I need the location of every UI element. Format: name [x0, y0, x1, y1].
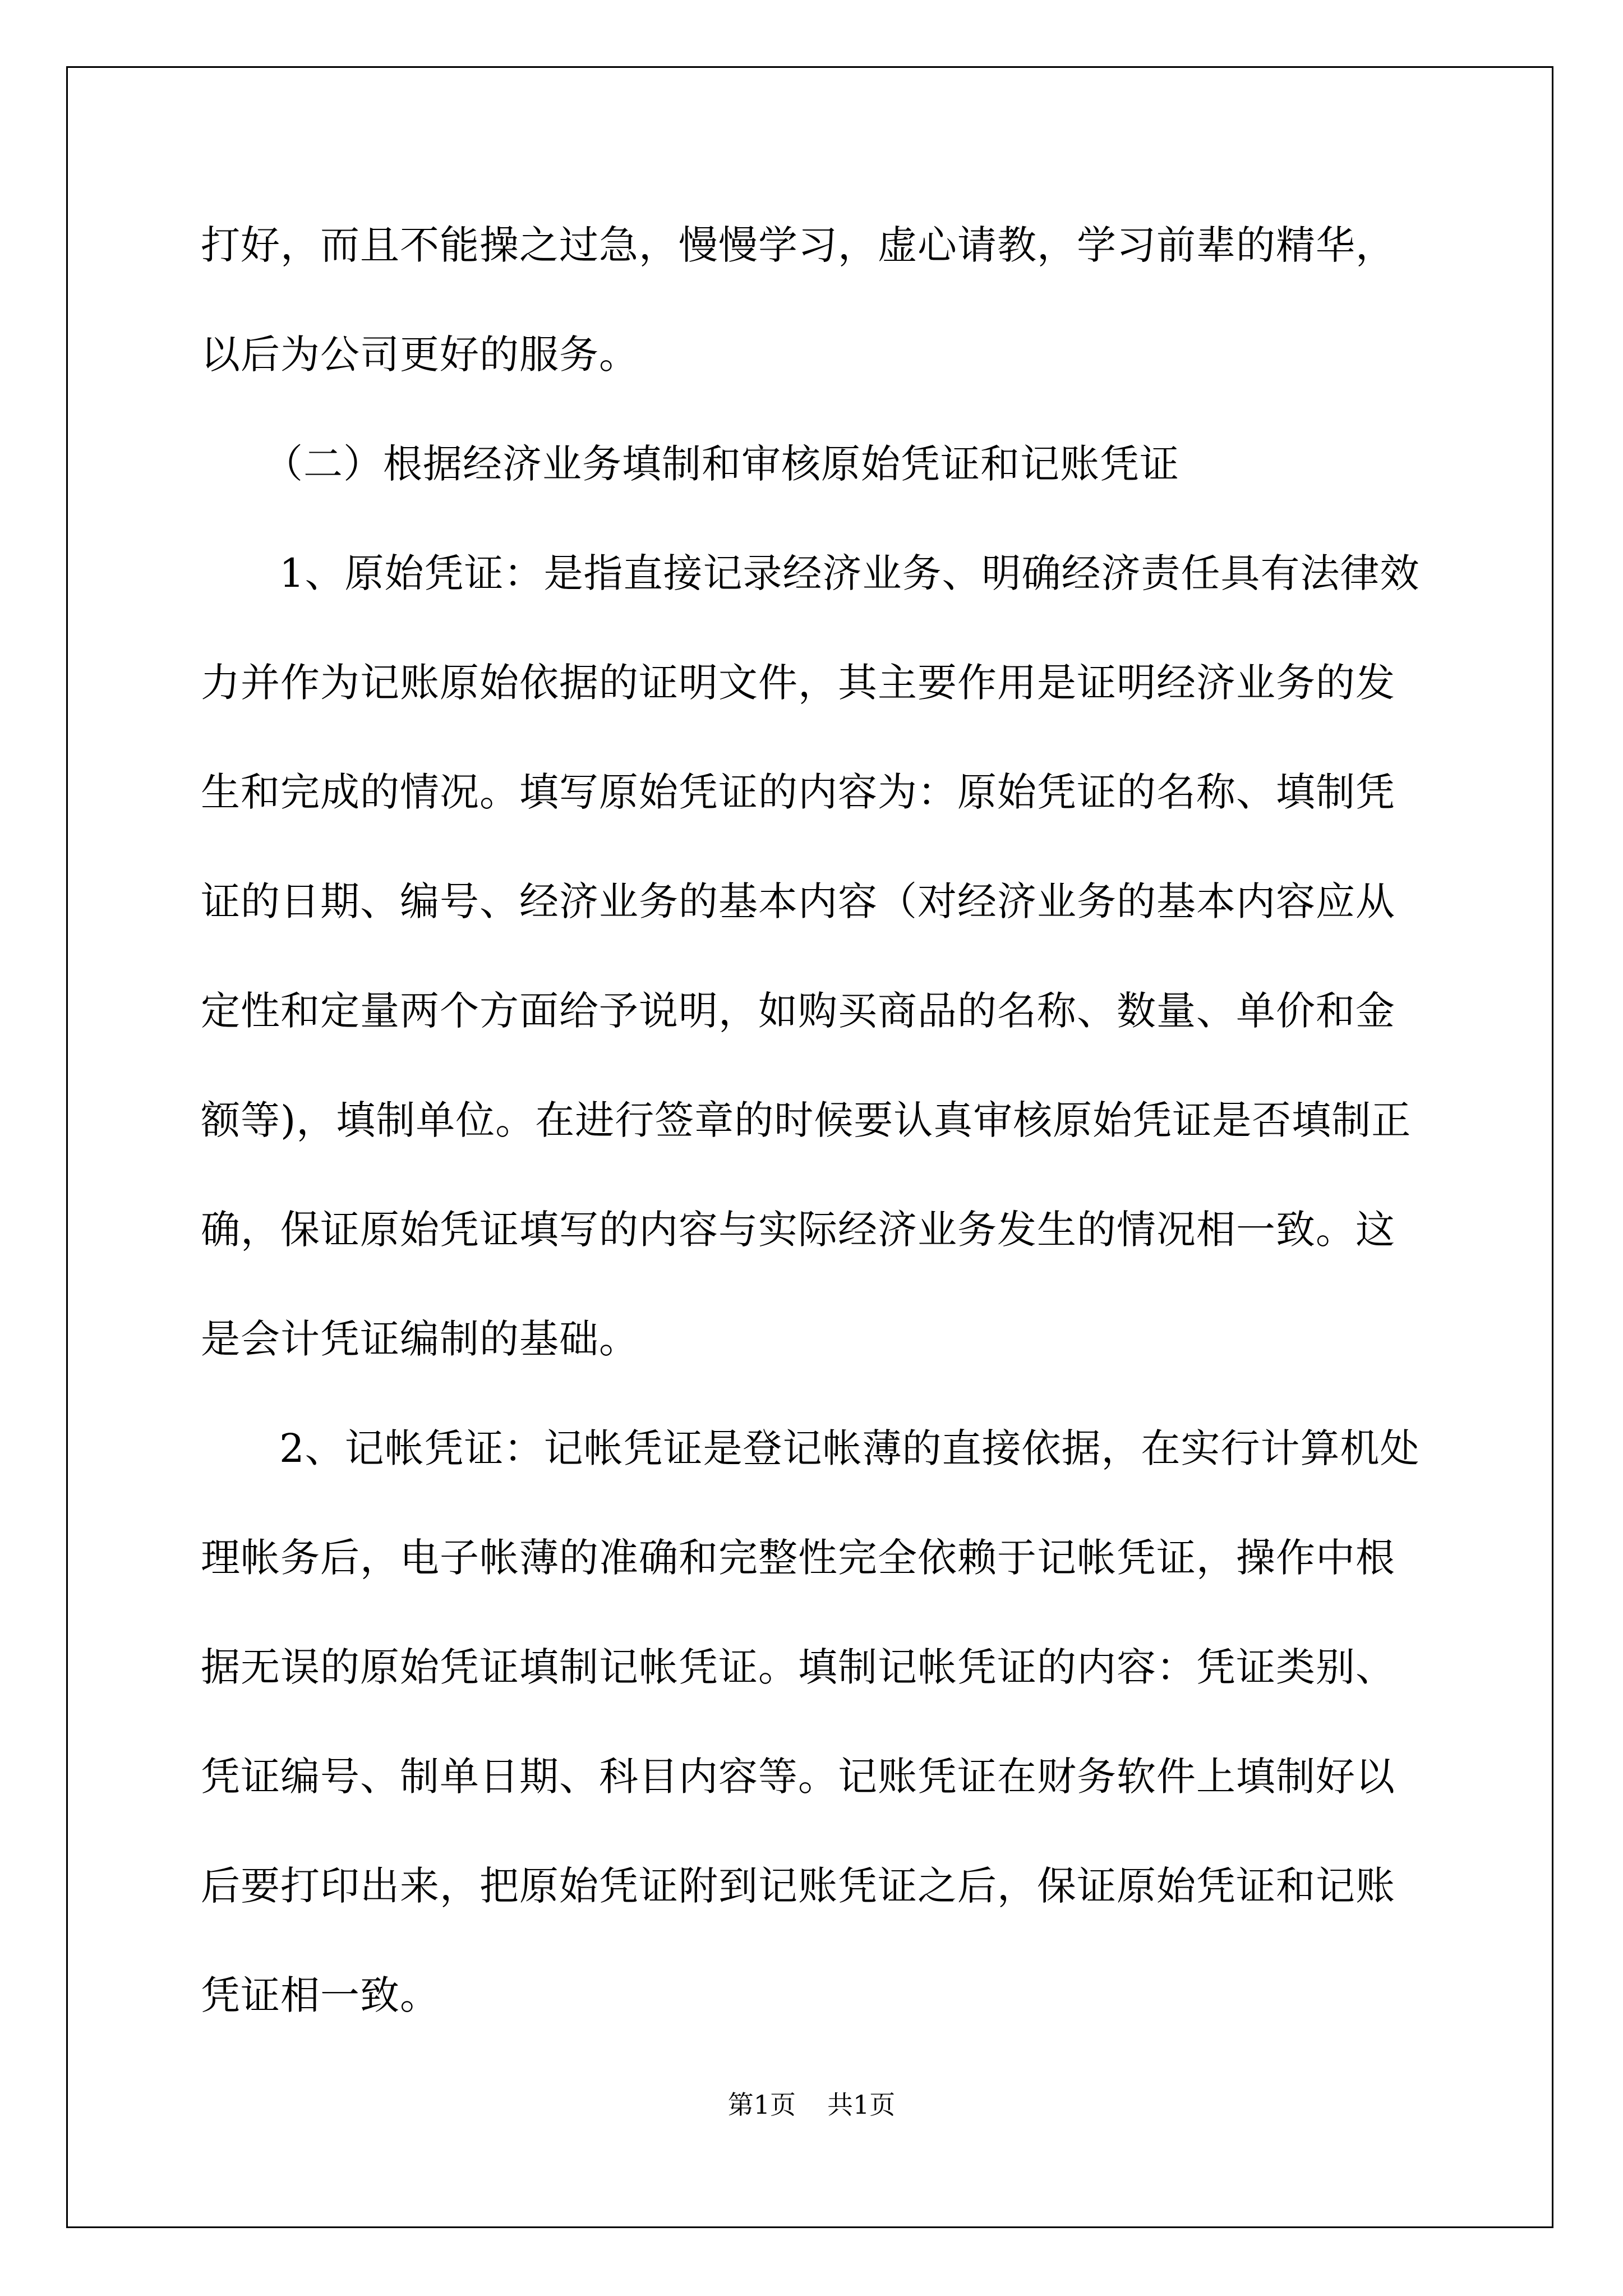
- paragraph-4-line-2: 理帐务后，电子帐薄的准确和完整性完全依赖于记帐凭证，操作中根: [201, 1535, 1395, 1581]
- paragraph-3-line-4: 证的日期、编号、经济业务的基本内容（对经济业务的基本内容应从: [201, 878, 1395, 924]
- page-number-total: 共1页: [827, 2090, 896, 2120]
- paragraph-4-line-6: 凭证相一致。: [201, 1972, 440, 2018]
- paragraph-3-line-2: 力并作为记账原始依据的证明文件，其主要作用是证明经济业务的发: [201, 660, 1395, 706]
- paragraph-3-line-7: 确，保证原始凭证填写的内容与实际经济业务发生的情况相一致。这: [201, 1207, 1395, 1253]
- section-heading: （二）根据经济业务填制和审核原始凭证和记账凭证: [264, 441, 1179, 487]
- paragraph-3-line-6: 额等)，填制单位。在进行签章的时候要认真审核原始凭证是否填制正: [201, 1097, 1412, 1143]
- paragraph-1-line-1: 打好，而且不能操之过急，慢慢学习，虚心请教，学习前辈的精华，: [201, 222, 1395, 268]
- document-body: [201, 191, 1429, 2050]
- paragraph-3-line-5: 定性和定量两个方面给予说明，如购买商品的名称、数量、单价和金: [201, 988, 1395, 1034]
- paragraph-4-line-5: 后要打印出来，把原始凭证附到记账凭证之后，保证原始凭证和记账: [201, 1863, 1395, 1909]
- paragraph-3-line-1: 1、原始凭证：是指直接记录经济业务、明确经济责任具有法律效: [279, 550, 1420, 596]
- paragraph-3-line-8: 是会计凭证编制的基础。: [201, 1316, 639, 1362]
- paragraph-1-line-2: 以后为公司更好的服务。: [201, 332, 639, 378]
- paragraph-4-line-1: 2、记帐凭证：记帐凭证是登记帐薄的直接依据，在实行计算机处: [279, 1425, 1420, 1471]
- paragraph-4-line-3: 据无误的原始凭证填制记帐凭证。填制记帐凭证的内容：凭证类别、: [201, 1644, 1395, 1690]
- page-number-current: 第1页: [727, 2090, 796, 2120]
- paragraph-3-line-3: 生和完成的情况。填写原始凭证的内容为：原始凭证的名称、填制凭: [201, 769, 1395, 815]
- page-footer: [0, 2088, 1623, 2122]
- paragraph-4-line-4: 凭证编号、制单日期、科目内容等。记账凭证在财务软件上填制好以: [201, 1754, 1395, 1800]
